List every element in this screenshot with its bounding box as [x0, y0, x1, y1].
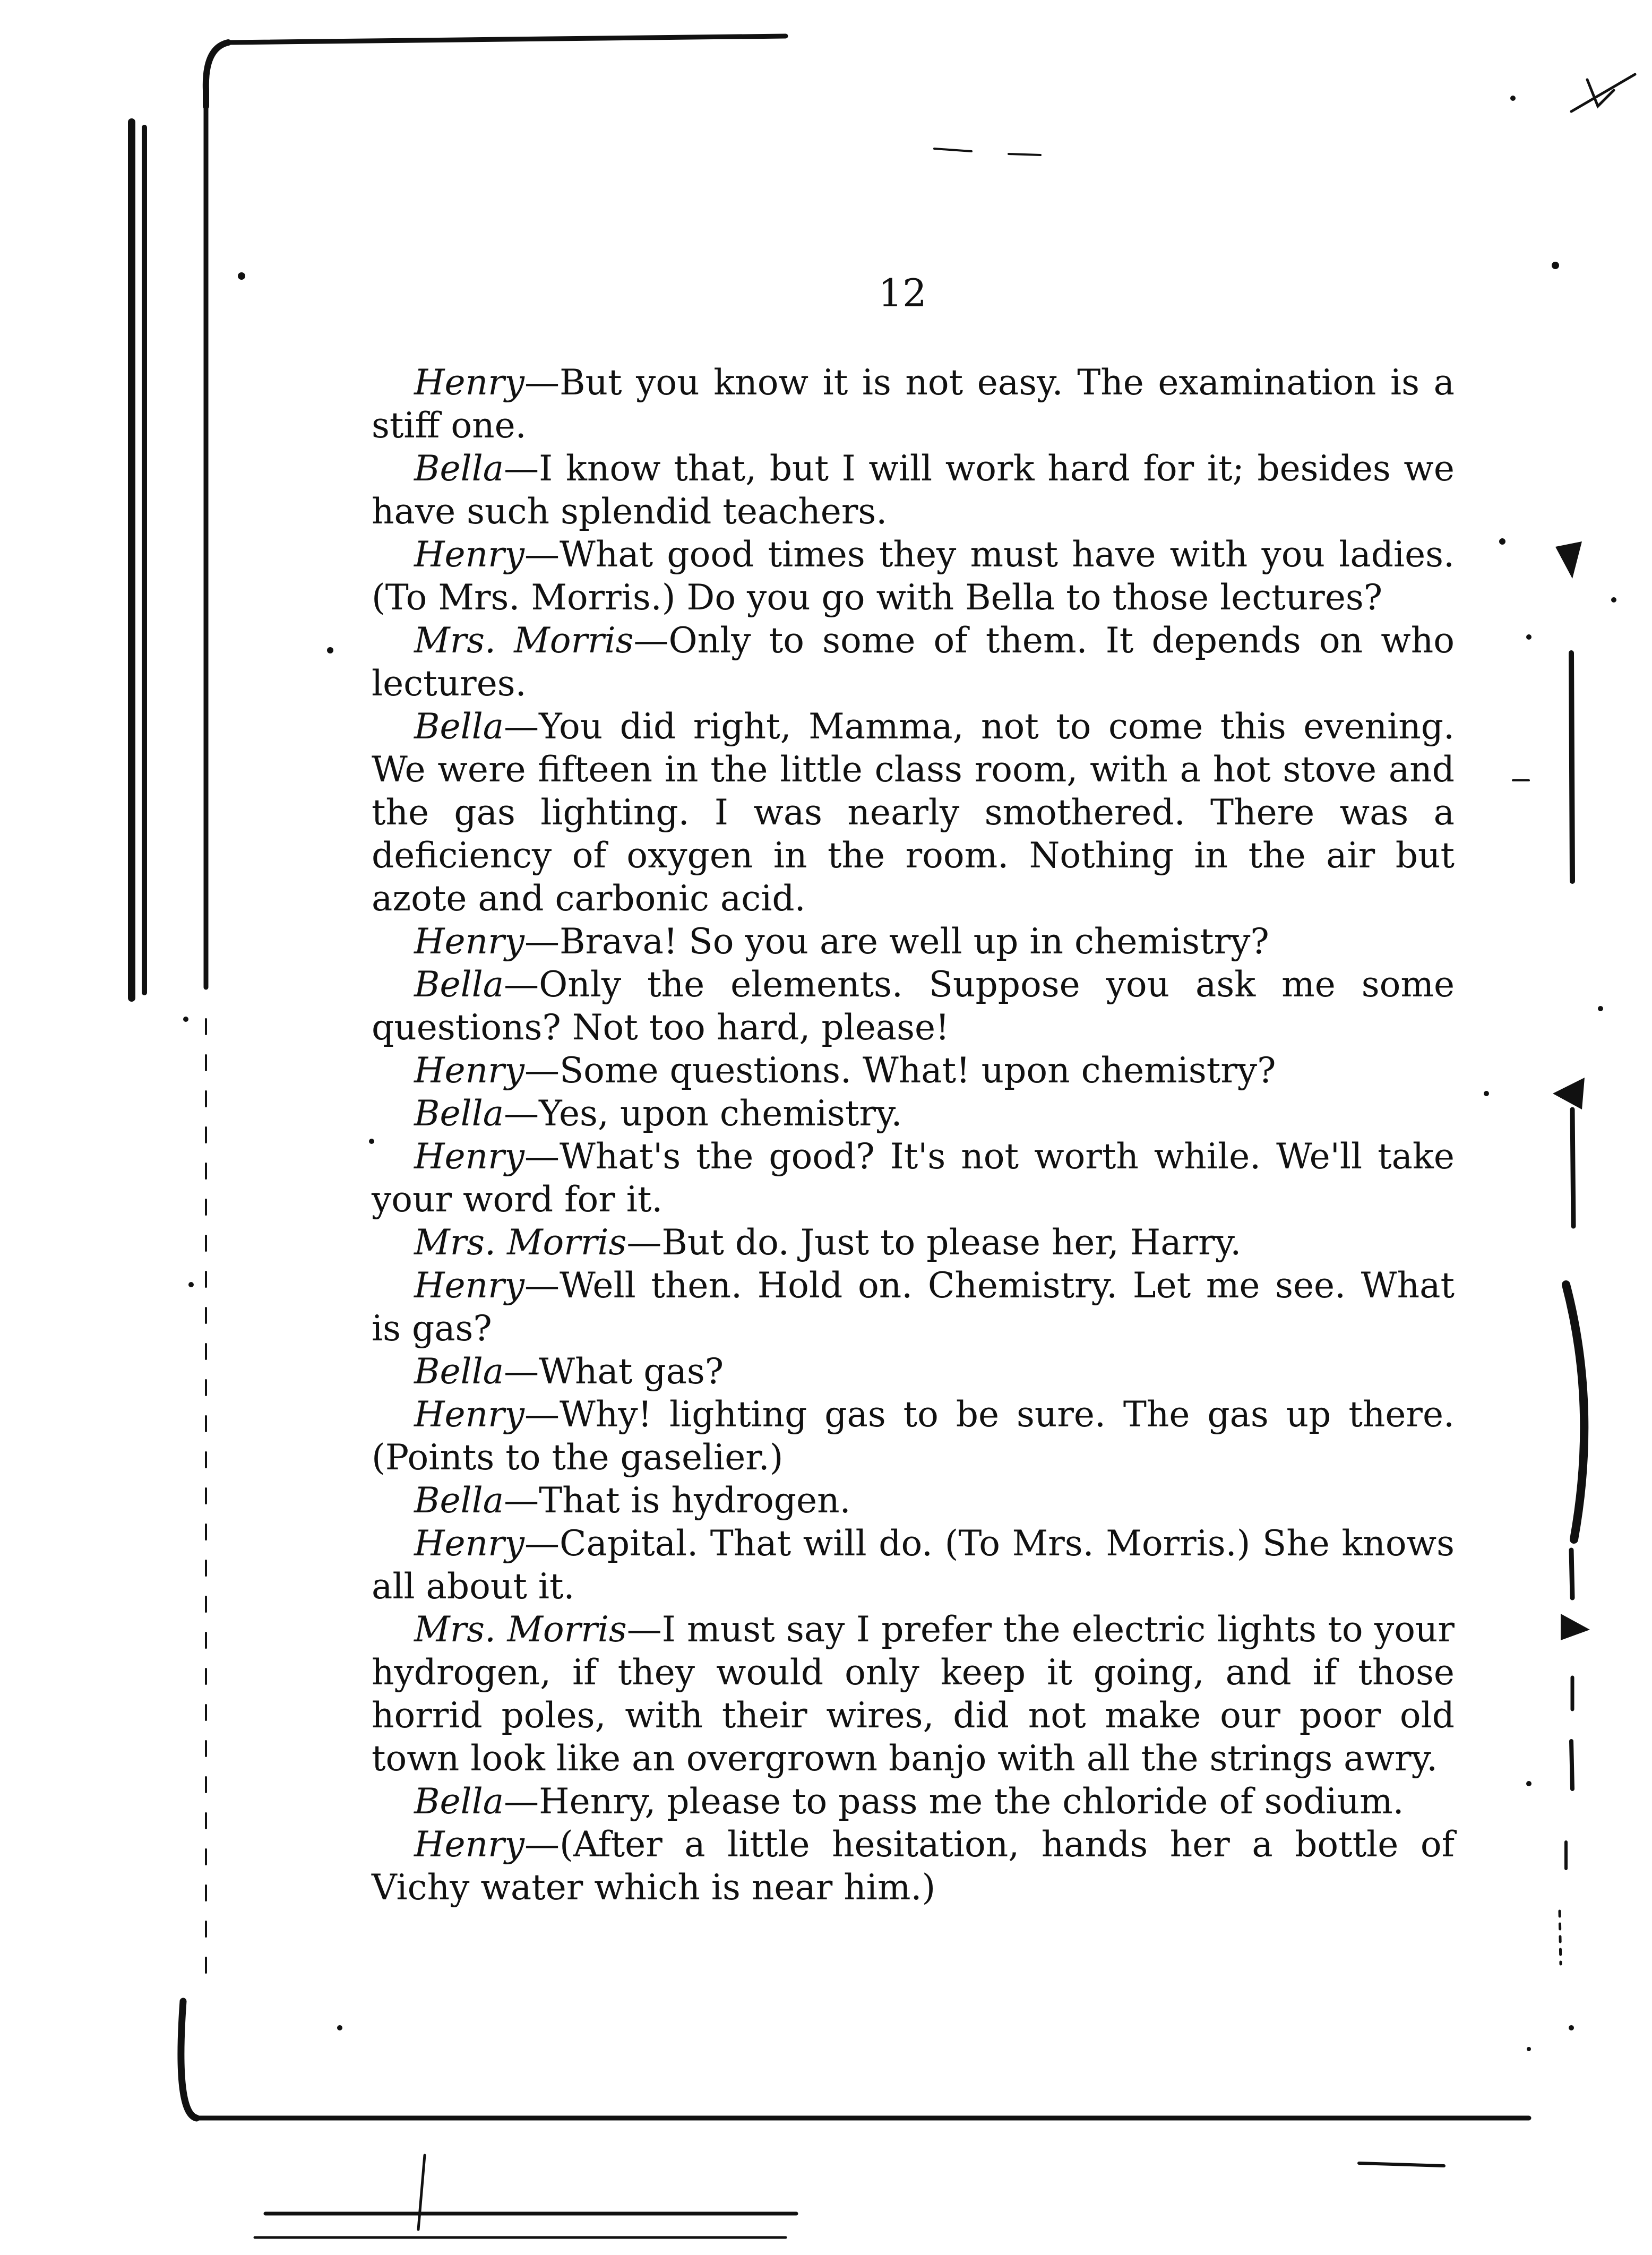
dialogue-line: Bella—Yes, upon chemistry. — [414, 1093, 902, 1134]
dialogue-line: Henry—(After a little hesitation, hands her a bottle of Vichy water which is near him.) — [372, 1824, 1455, 1908]
speaker-name: Henry — [414, 1523, 524, 1564]
top-right-scribble — [1571, 74, 1635, 111]
speech-text: You did right, Mamma, not to come this evening. We were fifteen in the little class room, with a hot stove and the gas lighting. I was nearly smothered. There was a deficiency of oxygen in the room. Nothing in the air but azote and carbonic acid. — [372, 706, 1455, 919]
dialogue-line: Henry—Capital. That will do. (To Mrs. Morris.) She knows all about it. — [372, 1523, 1455, 1607]
speaker-name: Bella — [414, 1093, 504, 1134]
speaker-name: Bella — [414, 448, 504, 489]
dialogue-line: Bella—What gas? — [414, 1351, 724, 1392]
page-number: 12 — [878, 271, 927, 315]
speech-text: Brava! So you are well up in chemistry? — [559, 921, 1269, 962]
dialogue-line: Mrs. Morris—I must say I prefer the electric lights to your hydrogen, if they would only keep it going, and if those horrid poles, with their wires, did not make our poor old town look like an overgrown banjo with all the strings awry. — [372, 1609, 1455, 1779]
dialogue-text — [372, 361, 1455, 1909]
right-mark-5 — [1571, 1741, 1572, 1789]
dialogue-line: Bella—That is hydrogen. — [414, 1480, 851, 1521]
dialogue-line: Bella—Henry, please to pass me the chloride of sodium. — [414, 1781, 1404, 1822]
speech-text: Only the elements. Suppose you ask me some questions? Not too hard, please! — [372, 964, 1455, 1048]
speech-text: Henry, please to pass me the chloride of sodium. — [539, 1781, 1404, 1822]
bottom-slash — [418, 2155, 425, 2230]
speaker-name: Henry — [414, 1136, 524, 1177]
speaker-name: Bella — [414, 1480, 504, 1521]
dialogue-line: Henry—What's the good? It's not worth while. We'll take your word for it. — [372, 1136, 1455, 1220]
speaker-name: Henry — [414, 1824, 524, 1865]
speech-text: Why! lighting gas to be sure. The gas up there. (Points to the gaselier.) — [372, 1394, 1455, 1478]
right-mark-3 — [1571, 1550, 1572, 1598]
speaker-name: Mrs. Morris — [414, 1222, 627, 1263]
dialogue-line: Mrs. Morris—But do. Just to please her, Harry. — [414, 1222, 1242, 1263]
speaker-name: Henry — [414, 1050, 524, 1091]
dialogue-line: Henry—Brava! So you are well up in chemistry? — [414, 921, 1269, 962]
dialogue-line: Henry—What good times they must have with you ladies. (To Mrs. Morris.) Do you go with Bella to those lectures? — [372, 534, 1455, 618]
dialogue-line: Bella—Only the elements. Suppose you ask me some questions? Not too hard, please! — [372, 964, 1455, 1048]
speaker-name: Bella — [414, 964, 504, 1005]
speaker-name: Henry — [414, 534, 524, 575]
dialogue-line: Henry—But you know it is not easy. The examination is a stiff one. — [372, 362, 1455, 446]
speaker-name: Henry — [414, 1265, 524, 1306]
left-bracket-bottom — [181, 2001, 196, 2118]
speaker-name: Bella — [414, 706, 504, 747]
speech-text: Only to some of them. It depends on who lectures. — [372, 620, 1455, 704]
speech-text: But do. Just to please her, Harry. — [661, 1222, 1242, 1263]
dialogue-line: Henry—Well then. Hold on. Chemistry. Let me see. What is gas? — [372, 1265, 1455, 1349]
speech-text: Capital. That will do. (To Mrs. Morris.) She knows all about it. — [372, 1523, 1455, 1607]
speech-text: What's the good? It's not worth while. We'll take your word for it. — [372, 1136, 1455, 1220]
right-arrow-mark-2 — [1553, 1078, 1585, 1109]
dialogue-line: Bella—You did right, Mamma, not to come this evening. We were fifteen in the little class room, with a hot stove and the gas lighting. I was nearly smothered. There was a deficiency of oxygen in the room. Nothing in the air but azote and carbonic acid. — [372, 706, 1455, 919]
dialogue-line: Mrs. Morris—Only to some of them. It depends on who lectures. — [372, 620, 1455, 704]
right-arrow-mark-3 — [1561, 1614, 1590, 1640]
right-mark-2 — [1572, 1109, 1573, 1226]
bottom-right-dash — [1359, 2163, 1444, 2166]
top-dash — [934, 149, 1040, 155]
right-mark-1 — [1571, 653, 1572, 881]
speech-text: Yes, upon chemistry. — [539, 1093, 902, 1134]
speaker-name: Henry — [414, 362, 524, 403]
speech-text: What gas? — [539, 1351, 724, 1392]
speech-text: Well then. Hold on. Chemistry. Let me see. What is gas? — [372, 1265, 1455, 1349]
speech-text: What good times they must have with you ladies. (To Mrs. Morris.) Do you go with Bella to those lectures? — [372, 534, 1455, 618]
dialogue-line: Henry—Why! lighting gas to be sure. The gas up there. (Points to the gaselier.) — [372, 1394, 1455, 1478]
right-arrow-mark-1 — [1555, 541, 1582, 579]
speech-text: (After a little hesitation, hands her a bottle of Vichy water which is near him.) — [372, 1824, 1455, 1908]
dialogue-line: Bella—I know that, but I will work hard for it; besides we have such splendid teachers. — [372, 448, 1455, 532]
speaker-name: Bella — [414, 1781, 504, 1822]
left-bracket-top — [206, 42, 228, 106]
speech-text: I must say I prefer the electric lights to your hydrogen, if they would only keep it going, and if those horrid poles, with their wires, did not make our poor old town look like an overgrown banjo with all the strings awry. — [372, 1609, 1455, 1779]
right-bracket — [1566, 1285, 1584, 1539]
speaker-name: Bella — [414, 1351, 504, 1392]
speech-text: I know that, but I will work hard for it; besides we have such splendid teachers. — [372, 448, 1455, 532]
speaker-name: Henry — [414, 921, 524, 962]
dialogue-line: Henry—Some questions. What! upon chemistry? — [414, 1050, 1276, 1091]
speech-text: That is hydrogen. — [539, 1480, 851, 1521]
speech-text: But you know it is not easy. The examination is a stiff one. — [372, 362, 1455, 446]
speaker-name: Henry — [414, 1394, 524, 1435]
speaker-name: Mrs. Morris — [414, 1609, 627, 1650]
right-mark-7 — [1560, 1911, 1561, 1964]
top-border-line — [228, 36, 786, 42]
speaker-name: Mrs. Morris — [414, 620, 634, 661]
speech-text: Some questions. What! upon chemistry? — [559, 1050, 1276, 1091]
